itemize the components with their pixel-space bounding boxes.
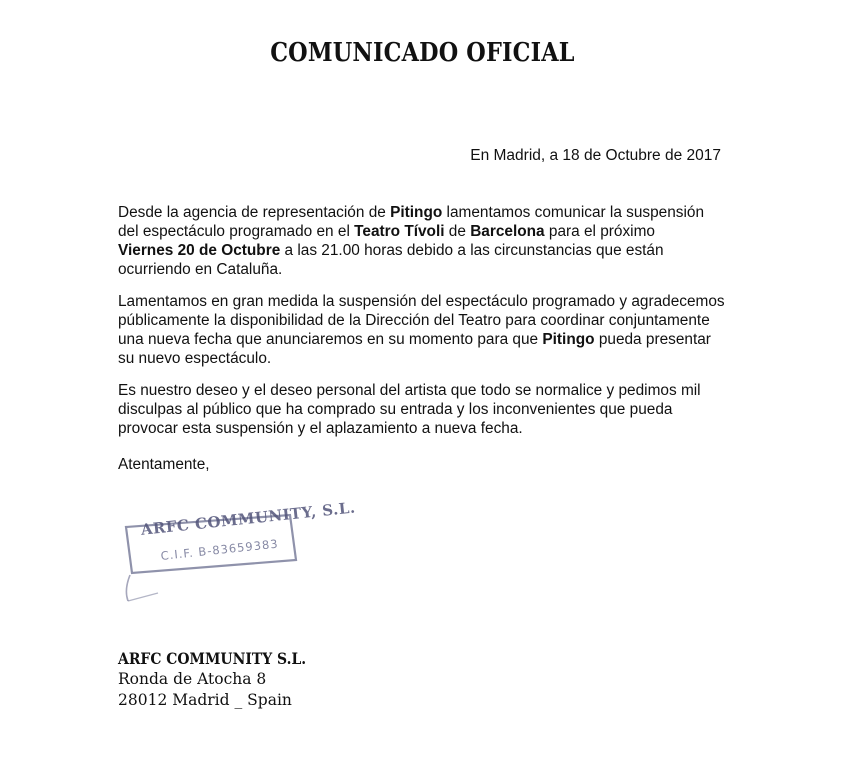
signature-address-line1: Ronda de Atocha 8: [118, 670, 267, 688]
city-name: Barcelona: [470, 223, 545, 240]
stamp-company-name: ARFC COMMUNITY, S.L.: [140, 498, 357, 539]
date-line: En Madrid, a 18 de Octubre de 2017: [470, 147, 721, 164]
artist-name: Pitingo: [542, 331, 595, 348]
paragraph-apology: Es nuestro deseo y el deseo personal del artista que todo se normalice y pedimos mil disculpas al público que ha comprado su entrada y los inconvenientes que pueda provocar esta suspensión y el aplazamiento a nueva fecha.: [118, 382, 701, 437]
event-date: Viernes 20 de Octubre: [118, 242, 281, 259]
paragraph-thanks: Lamentamos en gran medida la suspensión del espectáculo programado y agradecemos públicamente la disponibilidad de la Dirección del Teatro para coordinar conjuntamente una nueva fecha que anunciaremos en su momento para que Pitingo pueda presentar su nuevo espectáculo.: [118, 293, 725, 367]
paragraph-suspension: Desde la agencia de representación de Pitingo lamentamos comunicar la suspensión del espectáculo programado en el Teatro Tívoli de Barcelona para el próximo Viernes 20 de Octubre a las 21.00 horas debido a las circunstancias que están ocurriendo en Cataluña.: [118, 204, 705, 278]
signature-company: ARFC COMMUNITY S.L.: [118, 649, 307, 668]
artist-name: Pitingo: [390, 204, 443, 221]
signature-block: [118, 648, 327, 711]
document-title: COMUNICADO OFICIAL: [270, 38, 575, 68]
stamp-cif: C.I.F. B-83659383: [160, 536, 280, 563]
closing-salutation: Atentamente,: [118, 456, 210, 473]
company-stamp: [118, 498, 357, 610]
venue-name: Teatro Tívoli: [354, 223, 445, 240]
signature-address-line2: 28012 Madrid _ Spain: [118, 691, 292, 709]
